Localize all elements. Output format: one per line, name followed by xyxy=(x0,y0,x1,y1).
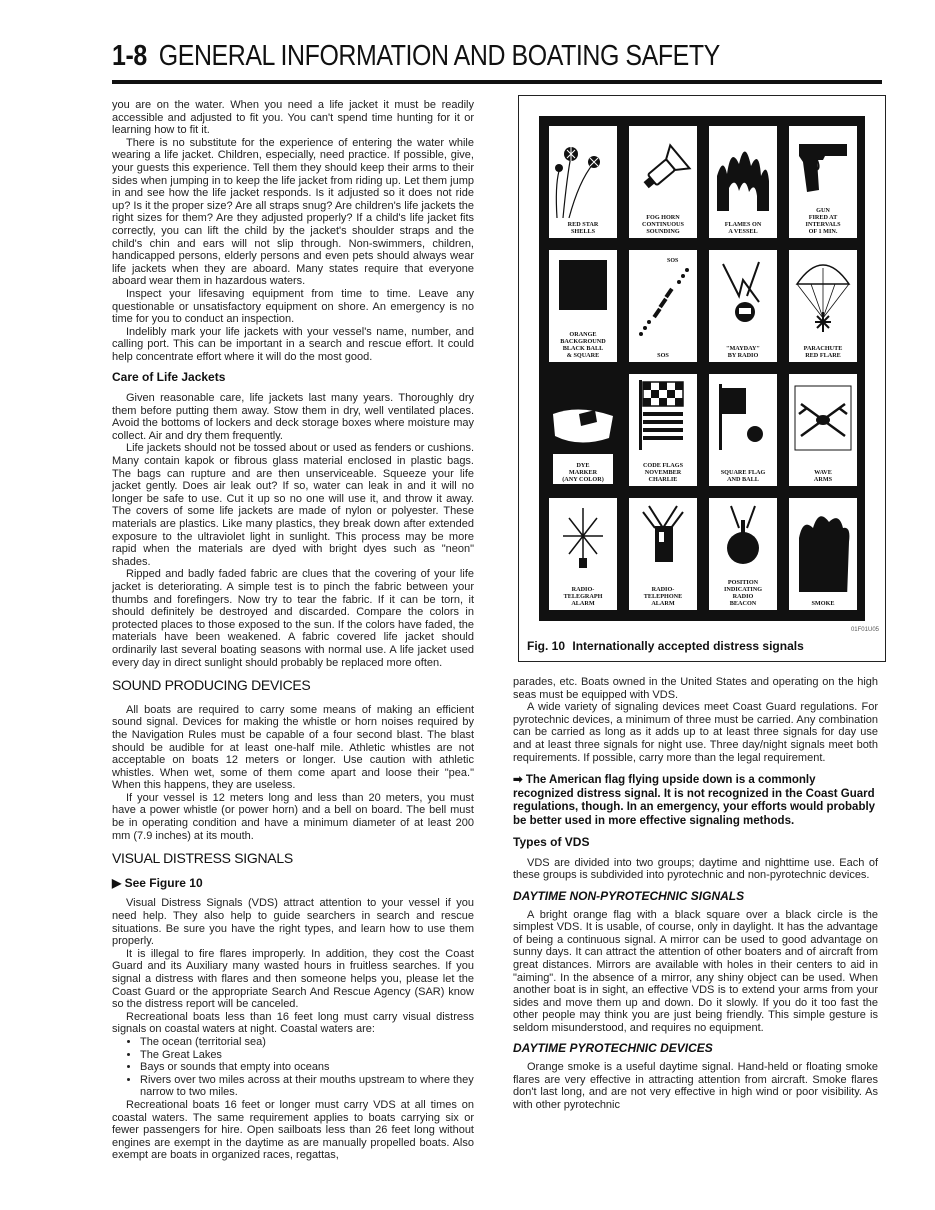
page-number: 1-8 xyxy=(112,40,147,72)
signal-tile xyxy=(709,126,777,238)
list-item: • The ocean (territorial sea) xyxy=(140,1036,474,1049)
body-paragraph: Recreational boats less than 16 feet long must carry visual distress signals on coastal waters at night. Coastal waters are: xyxy=(112,1010,474,1036)
left-column xyxy=(112,99,474,1162)
figure-number: Fig. 10 xyxy=(527,639,566,653)
signal-tile xyxy=(549,250,617,362)
signal-tile xyxy=(789,374,857,486)
signal-tile xyxy=(629,126,697,238)
body-paragraph: There is no substitute for the experience of entering the water while wearing a life jacket. Children, especially, need practice. If possible, give, your guests this experience. Tell them they should keep their arms to their sides when jumping in to keep the life jacket from riding up. Let them jump in and see how the life jacket responds. Is it adjusted so it does not ride up? Is it the proper size? Are all straps snug? Are children's life jackets the right sizes for them? Are they adjusted properly? If a child's life jacket fits correctly, you can lift the child by the jacket's shoulder straps and the child's chin and ears will not slip through. Non-swimmers, children, handicapped persons, elderly persons and even pets should always wear life jackets when they are aboard. Many states require that everyone aboard wear them in hazardous waters. xyxy=(112,136,474,288)
figure-caption-text: Internationally accepted distress signals xyxy=(572,639,804,653)
signal-label: RADIO- TELEGRAPH ALARM xyxy=(563,586,603,607)
sound-heading: SOUND PRODUCING DEVICES xyxy=(112,677,311,694)
signal-label: SOS xyxy=(657,352,669,359)
note-text: The American flag flying upside down is a commonly recognized distress signal. It is not recognized in the Coast Guard regulations, though. In an emergency, your efforts would probably be better used in more effective signaling methods. xyxy=(513,774,876,827)
signal-label: ORANGE BACKGROUND BLACK BALL & SQUARE xyxy=(560,331,606,359)
coastal-waters-list xyxy=(112,1036,474,1099)
signal-tile xyxy=(549,374,617,486)
signal-tile xyxy=(789,250,857,362)
signal-label: POSITION INDICATING RADIO BEACON xyxy=(723,579,763,607)
signal-label: "MAYDAY" BY RADIO xyxy=(726,345,760,359)
signal-tile xyxy=(709,250,777,362)
arrow-bullet-icon: ▶ xyxy=(112,875,122,890)
signal-tile xyxy=(789,498,857,610)
body-paragraph: Inspect your lifesaving equipment from time to time. Leave any questionable or unsatisfactory equipment on shore. An emergency is no time for you to conduct an inspection. xyxy=(112,287,474,326)
signal-tile xyxy=(709,374,777,486)
body-paragraph: It is illegal to fire flares improperly. In addition, they cost the Coast Guard and its Auxiliary many wasted hours in fruitless searches. If you signal a distress with flares and then someone helps you, please let the Coast Guard or the appropriate Search And Rescue Agency (SAR) know so the distress report will be canceled. xyxy=(112,947,474,1011)
chapter-title: GENERAL INFORMATION AND BOATING SAFETY xyxy=(158,40,720,72)
body-paragraph: All boats are required to carry some means of making an efficient sound signal. Devices for making the whistle or horn noises required by the Navigation Rules must be capable of a four second blast. The blast should be audible for at least one-half mile. Athletic whistles are not acceptable on boats 12 meters or longer. Use caution with athletic whistles. When wet, some of them come apart and loose their "pea." When this happens, they are useless. xyxy=(112,703,474,792)
signal-tile xyxy=(789,126,857,238)
signal-label: CODE FLAGS NOVEMBER CHARLIE xyxy=(642,462,684,483)
signal-label: WAVE ARMS xyxy=(813,469,833,483)
note-box xyxy=(513,774,878,828)
see-figure-text: See Figure 10 xyxy=(124,875,203,890)
day-pyro-heading: DAYTIME PYROTECHNIC DEVICES xyxy=(513,1041,713,1056)
body-paragraph: Given reasonable care, life jackets last many years. Thoroughly dry them before putting them away. Stow them in dry, well ventilated places. Avoid the bottoms of lockers and deck storage boxes where moisture may collect. Air and dry them frequently. xyxy=(112,392,474,442)
body-paragraph: Ripped and badly faded fabric are clues that the covering of your life jacket is deteriorating. A simple test is to pinch the fabric between your thumbs and forefingers. Now try to tear the fabric. If it can be torn, it should definitely be destroyed and discarded. Compare the colors in protected places to those exposed to the sun. If the colors have faded, the materials have been weakened. A fabric covered life jacket should ordinarily last several boating seasons with normal use. A life jacket used every day in direct sunlight should probably be replaced more often. xyxy=(112,568,474,669)
care-heading: Care of Life Jackets xyxy=(112,370,226,385)
right-column xyxy=(513,676,878,1111)
body-paragraph: Visual Distress Signals (VDS) attract attention to your vessel if you need help. They also help to guide searchers in search and rescue situations. Be sure you have the right types, and learn how to use them properly. xyxy=(112,897,474,948)
signal-tile xyxy=(549,498,617,610)
types-heading: Types of VDS xyxy=(513,835,590,850)
sos-top-text: SOS xyxy=(667,258,679,264)
signal-label: DYE MARKER (ANY COLOR) xyxy=(562,462,604,483)
signal-label: PARACHUTE RED FLARE xyxy=(803,345,843,359)
body-paragraph: Orange smoke is a useful daytime signal. Hand-held or floating smoke flares are very effective in attracting attention from aircraft. Smoke flares don't last long, and are not very effective in high wind or poor visibility. As with other pyrotechnic xyxy=(513,1061,878,1111)
body-paragraph: Indelibly mark your life jackets with your vessel's name, number, and calling port. This can be important in a search and rescue effort. It could help concentrate effort where it will do the most good. xyxy=(112,325,474,363)
figure-id-code: 01F01U05 xyxy=(850,627,879,633)
figure-10 xyxy=(518,95,886,662)
list-item: • The Great Lakes xyxy=(140,1049,474,1062)
signal-tile xyxy=(709,498,777,610)
note-arrow-icon: ➡ xyxy=(513,774,523,787)
list-item: • Bays or sounds that empty into oceans xyxy=(140,1061,474,1074)
signal-label: SQUARE FLAG AND BALL xyxy=(720,469,766,483)
signal-tile xyxy=(629,250,697,362)
body-paragraph: you are on the water. When you need a life jacket it must be readily accessible and adjusted to fit you. You can't spend time hunting for it or learning how to fit it. xyxy=(112,99,474,137)
body-paragraph: A wide variety of signaling devices meet Coast Guard regulations. For pyrotechnic devices, a minimum of three must be carried. Any combination can be carried as long as it adds up to at least three signals for day use and at least three signals for night use. Three day/night signals meet both requirements. If possible, carry more than the legal requirement. xyxy=(513,701,878,764)
see-figure-link[interactable] xyxy=(112,877,474,890)
signal-tile xyxy=(629,374,697,486)
signal-label: FLAMES ON A VESSEL xyxy=(724,221,762,235)
body-paragraph: VDS are divided into two groups; daytime and nighttime use. Each of these groups is subdivided into pyrotechnic and non-pyrotechnic devices. xyxy=(513,856,878,882)
header-rule xyxy=(112,80,882,84)
distress-signals-chart xyxy=(539,116,865,621)
signal-tile xyxy=(549,126,617,238)
signal-label: RED STAR SHELLS xyxy=(567,221,599,235)
day-nonpyro-heading: DAYTIME NON-PYROTECHNIC SIGNALS xyxy=(513,888,745,903)
smoke-icon xyxy=(789,498,857,610)
body-paragraph: A bright orange flag with a black square over a black circle is the simplest VDS. It is usable, of course, only in daylight. It has the advantage of being a continuous signal. A mirror can be used to good advantage on sunny days. It can attract the attention of other boaters and of aircraft from great distances. Mirrors are available with holes in their centers to aid in "aiming". In the absence of a mirror, any shiny object can be used. When another boat is in sight, an effective VDS is to extend your arms from your sides and move them up and down. Do it slowly. If you do it too fast the other people may think you are just being friendly. This simple gesture is seldom misunderstood, and requires no equipment. xyxy=(513,908,878,1034)
body-paragraph: Recreational boats 16 feet or longer must carry VDS at all times on coastal waters. The same requirement applies to boats carrying six or fewer passengers for hire. Open sailboats less than 26 feet long without engines are exempt in the daytime as are manually propelled boats. Also exempt are boats in organized races, regattas, xyxy=(112,1098,474,1162)
body-paragraph: parades, etc. Boats owned in the United States and operating on the high seas must be equipped with VDS. xyxy=(513,676,878,701)
signal-tile xyxy=(629,498,697,610)
signal-label: RADIO- TELEPHONE ALARM xyxy=(643,586,683,607)
sos-signal-icon xyxy=(629,250,697,362)
body-paragraph: If your vessel is 12 meters long and less than 20 meters, you must have a power whistle (or power horn) and a bell on board. The bell must be in operating condition and have a minimum diameter of at least 200 mm (7.9 inches) at its mouth. xyxy=(112,791,474,842)
list-item: • Rivers over two miles across at their mouths upstream to where they narrow to two miles. xyxy=(140,1074,474,1099)
signal-label: GUN FIRED AT INTERVALS OF 1 MIN. xyxy=(805,207,841,235)
page-header xyxy=(112,40,720,73)
body-paragraph: Life jackets should not be tossed about or used as fenders or cushions. Many contain kapok or fibrous glass material enclosed in plastic bags. The bags can rupture and are then unserviceable. Squeeze your life jacket gently. Does air leak out? If so, water can leak in and it will no longer be safe to use. Cut it up so no one will use it, and throw it away. The covers of some life jackets are made of nylon or polyester. These materials are plastics. Like many plastics, they break down after extended exposure to the ultraviolet light in sunlight. This process may be more rapid when the materials are dyed with bright dyes such as "neon" shades. xyxy=(112,442,474,568)
signal-label: SMOKE xyxy=(811,600,835,607)
signal-label: FOG HORN CONTINUOUS SOUNDING xyxy=(642,214,684,235)
visual-heading: VISUAL DISTRESS SIGNALS xyxy=(112,850,293,867)
figure-caption xyxy=(527,639,804,653)
